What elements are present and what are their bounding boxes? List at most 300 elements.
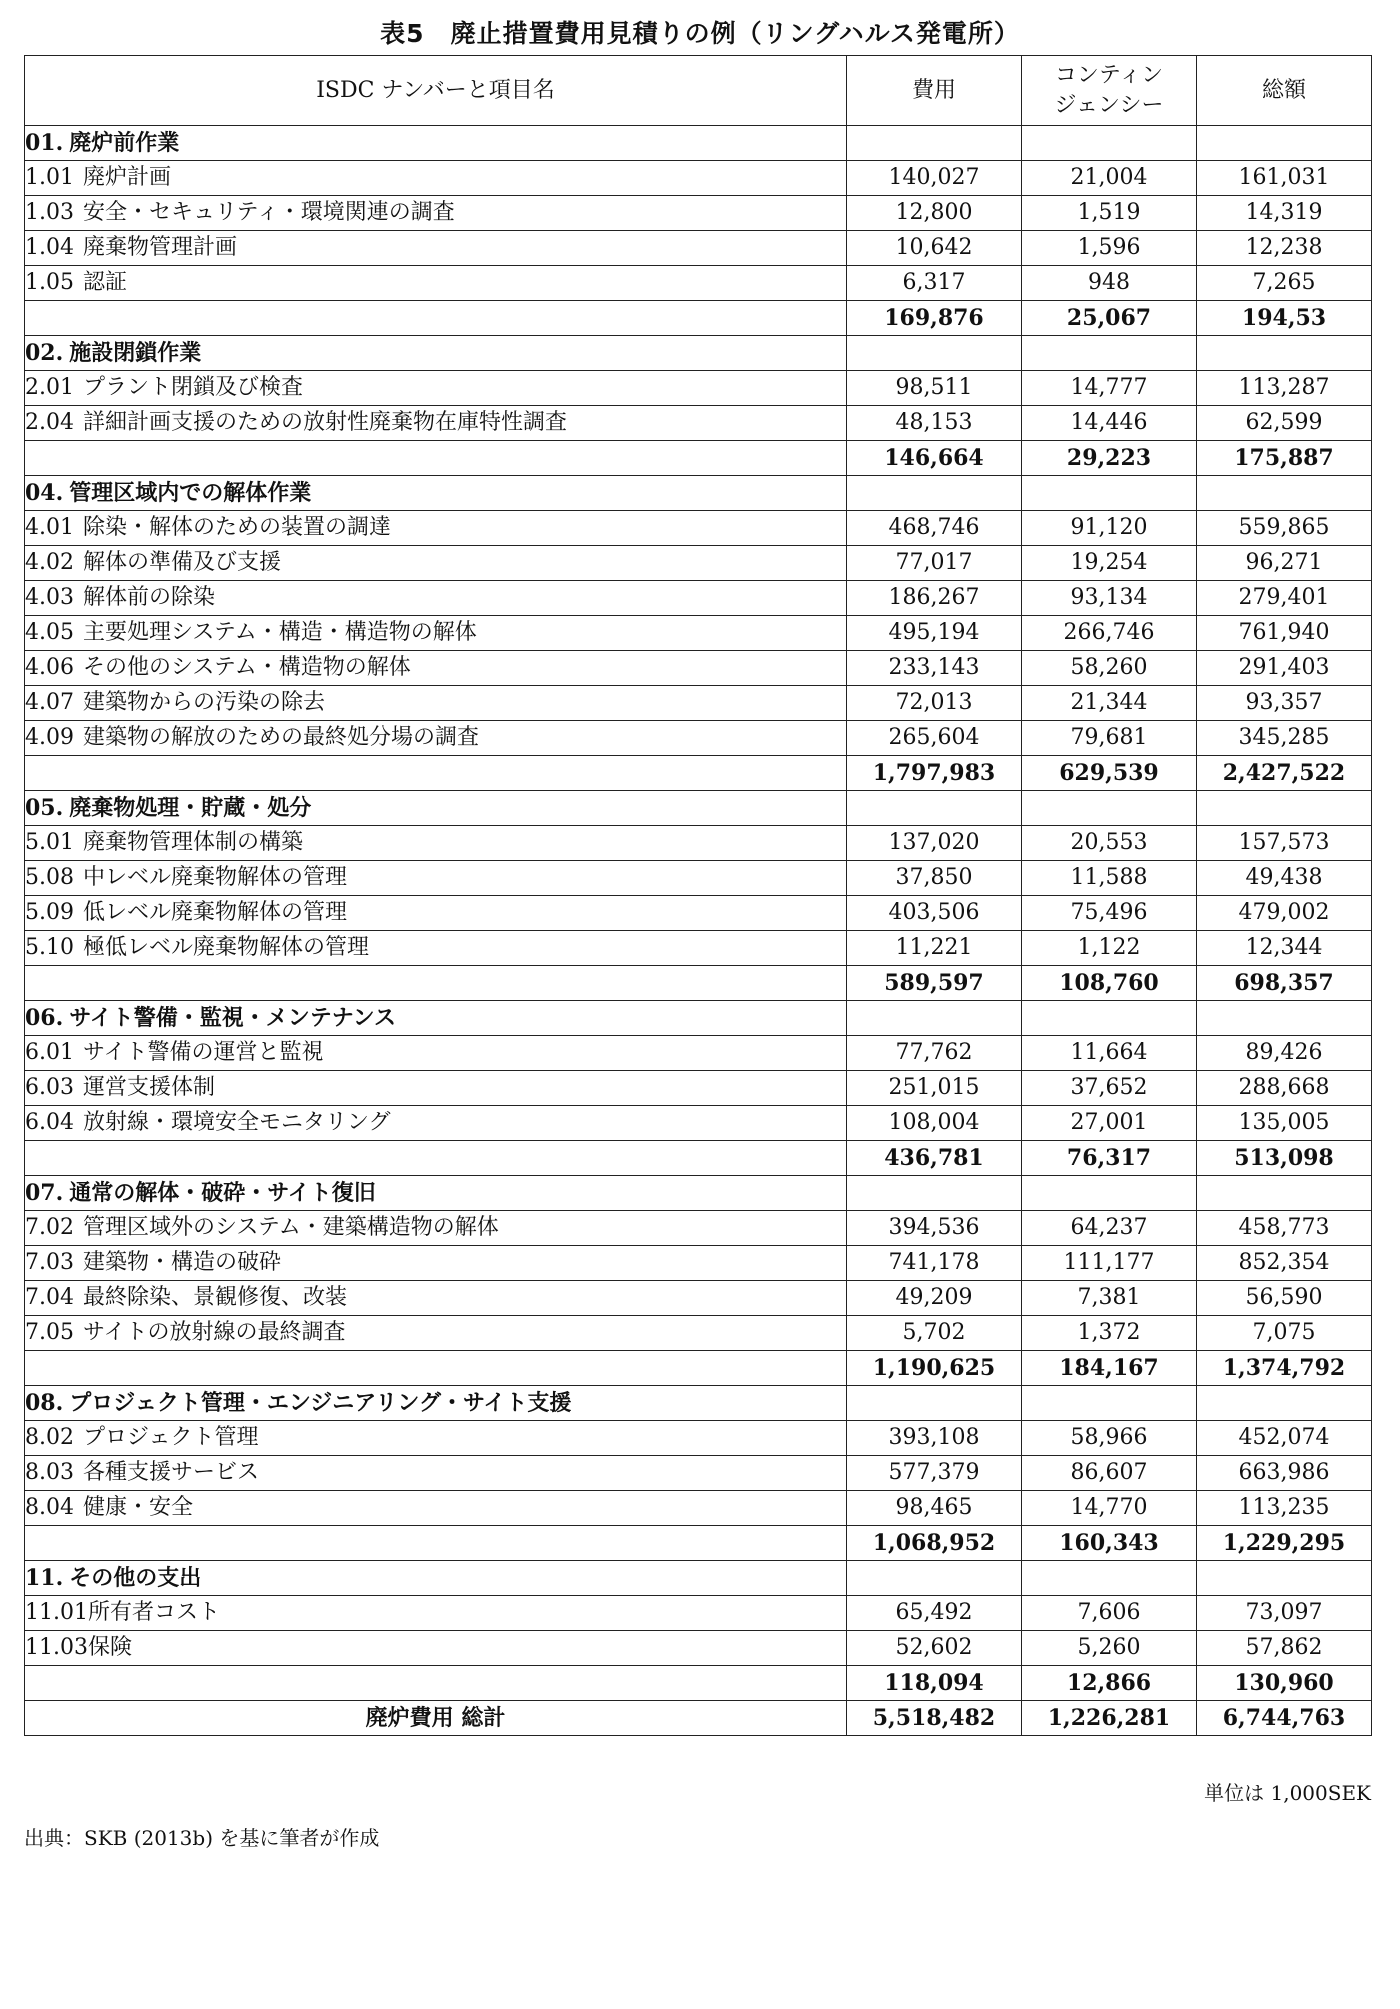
cost-cell: 98,465 [847,1491,1022,1526]
contingency-cell: 86,607 [1022,1456,1197,1491]
table-row [25,1246,1372,1281]
item-code: 6.03 [25,1075,74,1100]
table-row [25,1631,1372,1666]
item-cell [25,931,847,966]
cost-cell: 12,800 [847,196,1022,231]
item-code: 2.01 [25,375,74,400]
cost-cell: 394,536 [847,1211,1022,1246]
item-code: 1.01 [25,165,74,190]
table-row [25,546,1372,581]
item-cell [25,1246,847,1281]
table-row [25,511,1372,546]
empty-cell [1197,476,1372,511]
empty-cell [1197,1561,1372,1596]
total-cell: 559,865 [1197,511,1372,546]
cost-cell: 11,221 [847,931,1022,966]
table-row [25,861,1372,896]
subtotal-contingency: 12,866 [1022,1666,1197,1701]
subtotal-label-cell [25,1526,847,1561]
grand-total-total: 6,744,763 [1197,1701,1372,1736]
subtotal-total: 2,427,522 [1197,756,1372,791]
item-cell [25,896,847,931]
subtotal-contingency: 629,539 [1022,756,1197,791]
total-cell: 73,097 [1197,1596,1372,1631]
cost-cell: 98,511 [847,371,1022,406]
table-row [25,651,1372,686]
cost-cell: 77,017 [847,546,1022,581]
contingency-cell: 5,260 [1022,1631,1197,1666]
item-name: プロジェクト管理 [83,1425,259,1450]
cost-cell: 137,020 [847,826,1022,861]
section-header-row [25,1386,1372,1421]
contingency-cell: 266,746 [1022,616,1197,651]
table-row [25,371,1372,406]
section-name: 廃棄物処理・貯蔵・処分 [69,795,312,821]
section-header-row [25,1561,1372,1596]
contingency-cell: 7,381 [1022,1281,1197,1316]
item-code: 4.05 [25,620,74,645]
table-row [25,231,1372,266]
item-cell [25,266,847,301]
item-name: 廃棄物管理計画 [83,235,238,260]
subtotal-total: 698,357 [1197,966,1372,1001]
item-code: 6.01 [25,1040,74,1065]
subtotal-cost: 118,094 [847,1666,1022,1701]
item-cell [25,1456,847,1491]
item-name: 除染・解体のための装置の調達 [83,515,392,540]
contingency-cell: 79,681 [1022,721,1197,756]
table-row [25,826,1372,861]
item-cell [25,1491,847,1526]
item-code: 7.04 [25,1285,74,1310]
section-name: 通常の解体・破砕・サイト復旧 [69,1180,376,1206]
section-title [25,1001,847,1036]
item-cell [25,161,847,196]
total-cell: 62,599 [1197,406,1372,441]
item-cell [25,1596,847,1631]
table-row [25,1281,1372,1316]
section-title [25,336,847,371]
contingency-cell: 11,664 [1022,1036,1197,1071]
empty-cell [1022,1386,1197,1421]
item-code: 4.03 [25,585,74,610]
contingency-cell: 1,372 [1022,1316,1197,1351]
subtotal-row [25,441,1372,476]
item-cell [25,861,847,896]
contingency-cell: 11,588 [1022,861,1197,896]
subtotal-cost: 1,190,625 [847,1351,1022,1386]
subtotal-cost: 1,797,983 [847,756,1022,791]
subtotal-row [25,1141,1372,1176]
cost-cell: 6,317 [847,266,1022,301]
item-code: 1.05 [25,270,74,295]
item-code: 11.01 [25,1600,88,1625]
item-name: 解体前の除染 [83,585,216,610]
subtotal-contingency: 76,317 [1022,1141,1197,1176]
item-name: 低レベル廃棄物解体の管理 [83,900,348,925]
subtotal-contingency: 108,760 [1022,966,1197,1001]
contingency-cell: 19,254 [1022,546,1197,581]
subtotal-total: 513,098 [1197,1141,1372,1176]
cost-cell: 186,267 [847,581,1022,616]
cost-cell: 468,746 [847,511,1022,546]
total-cell: 663,986 [1197,1456,1372,1491]
cost-cell: 251,015 [847,1071,1022,1106]
item-name: その他のシステム・構造物の解体 [83,655,411,680]
header-contingency [1022,56,1197,126]
contingency-cell: 14,777 [1022,371,1197,406]
item-cell [25,406,847,441]
item-code: 6.04 [25,1110,74,1135]
empty-cell [1197,791,1372,826]
cost-cell: 265,604 [847,721,1022,756]
contingency-cell: 1,519 [1022,196,1197,231]
cost-cell: 72,013 [847,686,1022,721]
total-cell: 49,438 [1197,861,1372,896]
section-code: 07. [25,1180,64,1206]
section-header-row [25,791,1372,826]
contingency-cell: 58,260 [1022,651,1197,686]
section-code: 04. [25,480,64,506]
subtotal-contingency: 29,223 [1022,441,1197,476]
table-row [25,1491,1372,1526]
item-name: 健康・安全 [83,1495,194,1520]
item-name: 管理区域外のシステム・建築構造物の解体 [83,1215,499,1240]
header-cost: 費用 [847,56,1022,126]
item-name: サイト警備の運営と監視 [83,1040,324,1065]
total-cell: 288,668 [1197,1071,1372,1106]
item-name: 建築物・構造の破砕 [83,1250,282,1275]
section-header-row [25,336,1372,371]
item-code: 1.03 [25,200,74,225]
section-header-row [25,1176,1372,1211]
subtotal-row [25,756,1372,791]
subtotal-label-cell [25,1141,847,1176]
contingency-cell: 58,966 [1022,1421,1197,1456]
total-cell: 14,319 [1197,196,1372,231]
subtotal-contingency: 184,167 [1022,1351,1197,1386]
item-cell [25,686,847,721]
table-title: 表5 廃止措置費用見積りの例（リングハルス発電所） [380,19,1020,48]
total-cell: 93,357 [1197,686,1372,721]
empty-cell [1197,126,1372,161]
section-title [25,1176,847,1211]
source-note: 出典：SKB (2013b) を基に筆者が作成 [24,1826,380,1850]
item-code: 1.04 [25,235,74,260]
total-cell: 135,005 [1197,1106,1372,1141]
section-name: その他の支出 [69,1565,202,1591]
empty-cell [1022,1176,1197,1211]
item-code: 4.09 [25,725,74,750]
section-code: 06. [25,1005,64,1031]
contingency-cell: 111,177 [1022,1246,1197,1281]
empty-cell [1197,1176,1372,1211]
empty-cell [1022,791,1197,826]
item-cell [25,616,847,651]
empty-cell [1022,126,1197,161]
subtotal-label-cell [25,756,847,791]
table-row [25,931,1372,966]
item-name: 放射線・環境安全モニタリング [83,1110,391,1135]
item-cell [25,1106,847,1141]
item-name: 運営支援体制 [83,1075,216,1100]
item-name: 主要処理システム・構造・構造物の解体 [83,620,477,645]
item-name: 建築物からの汚染の除去 [83,690,326,715]
contingency-cell: 21,004 [1022,161,1197,196]
cost-cell: 5,702 [847,1316,1022,1351]
table-row [25,161,1372,196]
contingency-cell: 21,344 [1022,686,1197,721]
section-name: プロジェクト管理・エンジニアリング・サイト支援 [69,1390,572,1416]
total-cell: 56,590 [1197,1281,1372,1316]
cost-cell: 10,642 [847,231,1022,266]
table-row [25,1106,1372,1141]
item-name: 中レベル廃棄物解体の管理 [83,865,348,890]
section-header-row [25,476,1372,511]
item-code: 8.03 [25,1460,74,1485]
table-row [25,1211,1372,1246]
total-cell: 89,426 [1197,1036,1372,1071]
header-contingency-line2: ジェンシー [1054,92,1164,118]
item-code: 4.01 [25,515,74,540]
empty-cell [847,126,1022,161]
item-name: 最終除染、景観修復、改装 [83,1285,348,1310]
contingency-cell: 75,496 [1022,896,1197,931]
item-cell [25,1421,847,1456]
table-row [25,686,1372,721]
cost-cell: 52,602 [847,1631,1022,1666]
table-row [25,406,1372,441]
subtotal-label-cell [25,1351,847,1386]
table-row [25,196,1372,231]
total-cell: 96,271 [1197,546,1372,581]
item-cell [25,651,847,686]
item-name: 安全・セキュリティ・環境関連の調査 [83,200,455,225]
item-name: サイトの放射線の最終調査 [83,1320,346,1345]
item-code: 8.02 [25,1425,74,1450]
total-cell: 12,344 [1197,931,1372,966]
empty-cell [847,791,1022,826]
section-title [25,1386,847,1421]
item-name: 解体の準備及び支援 [83,550,282,575]
total-cell: 113,287 [1197,371,1372,406]
item-code: 4.07 [25,690,74,715]
section-code: 02. [25,340,64,366]
item-code: 2.04 [25,410,74,435]
item-cell [25,1036,847,1071]
contingency-cell: 27,001 [1022,1106,1197,1141]
total-cell: 7,265 [1197,266,1372,301]
item-code: 5.09 [25,900,74,925]
unit-note: 単位は 1,000SEK [1204,1781,1371,1805]
item-name: 廃棄物管理体制の構築 [83,830,304,855]
subtotal-label-cell [25,301,847,336]
cost-cell: 37,850 [847,861,1022,896]
total-cell: 452,074 [1197,1421,1372,1456]
total-cell: 157,573 [1197,826,1372,861]
section-code: 05. [25,795,64,821]
cost-cell: 48,153 [847,406,1022,441]
section-header-row [25,1001,1372,1036]
subtotal-row [25,1666,1372,1701]
item-name: 建築物の解放のための最終処分場の調査 [83,725,480,750]
contingency-cell: 37,652 [1022,1071,1197,1106]
header-item: ISDC ナンバーと項目名 [25,56,847,126]
subtotal-total: 130,960 [1197,1666,1372,1701]
contingency-cell: 14,446 [1022,406,1197,441]
grand-total-cost: 5,518,482 [847,1701,1022,1736]
table-row [25,1421,1372,1456]
empty-cell [1197,336,1372,371]
cost-cell: 65,492 [847,1596,1022,1631]
subtotal-cost: 1,068,952 [847,1526,1022,1561]
item-name: 各種支援サービス [83,1460,260,1485]
table-row [25,1456,1372,1491]
cost-cell: 403,506 [847,896,1022,931]
total-cell: 161,031 [1197,161,1372,196]
grand-total-label: 廃炉費用 総計 [25,1701,847,1736]
total-cell: 113,235 [1197,1491,1372,1526]
item-cell [25,581,847,616]
item-name: 極低レベル廃棄物解体の管理 [83,935,370,960]
section-code: 01. [25,130,64,156]
empty-cell [1022,476,1197,511]
table-row [25,1036,1372,1071]
item-cell [25,231,847,266]
empty-cell [847,1386,1022,1421]
total-cell: 345,285 [1197,721,1372,756]
cost-cell: 140,027 [847,161,1022,196]
item-name: 詳細計画支援のための放射性廃棄物在庫特性調査 [83,410,568,435]
item-cell [25,1316,847,1351]
item-code: 4.06 [25,655,74,680]
subtotal-label-cell [25,966,847,1001]
table-row [25,1071,1372,1106]
cost-cell: 495,194 [847,616,1022,651]
subtotal-total: 1,374,792 [1197,1351,1372,1386]
table-row [25,1316,1372,1351]
cost-cell: 741,178 [847,1246,1022,1281]
total-cell: 852,354 [1197,1246,1372,1281]
subtotal-cost: 589,597 [847,966,1022,1001]
cost-cell: 49,209 [847,1281,1022,1316]
item-code: 8.04 [25,1495,74,1520]
empty-cell [1197,1386,1372,1421]
header-row [25,56,1372,126]
subtotal-contingency: 160,343 [1022,1526,1197,1561]
subtotal-cost: 146,664 [847,441,1022,476]
grand-total-contingency: 1,226,281 [1022,1701,1197,1736]
contingency-cell: 91,120 [1022,511,1197,546]
section-code: 11. [25,1565,64,1591]
total-cell: 761,940 [1197,616,1372,651]
section-title [25,476,847,511]
subtotal-row [25,301,1372,336]
subtotal-contingency: 25,067 [1022,301,1197,336]
empty-cell [1197,1001,1372,1036]
item-cell [25,721,847,756]
item-name: 保険 [87,1635,132,1660]
section-name: サイト警備・監視・メンテナンス [69,1005,396,1031]
item-cell [25,1071,847,1106]
table-row [25,266,1372,301]
empty-cell [1022,1561,1197,1596]
cost-estimate-table [24,55,1372,1736]
table-row [25,616,1372,651]
empty-cell [847,1176,1022,1211]
table-row [25,1596,1372,1631]
total-cell: 7,075 [1197,1316,1372,1351]
section-name: 管理区域内での解体作業 [69,480,312,506]
contingency-cell: 93,134 [1022,581,1197,616]
contingency-cell: 948 [1022,266,1197,301]
subtotal-label-cell [25,1666,847,1701]
table-row [25,896,1372,931]
cost-cell: 77,762 [847,1036,1022,1071]
contingency-cell: 7,606 [1022,1596,1197,1631]
item-cell [25,546,847,581]
section-name: 廃炉前作業 [69,130,180,156]
table-row [25,581,1372,616]
cost-cell: 233,143 [847,651,1022,686]
item-name: プラント閉鎖及び検査 [83,375,304,400]
cost-cell: 108,004 [847,1106,1022,1141]
empty-cell [847,336,1022,371]
section-title [25,791,847,826]
contingency-cell: 1,596 [1022,231,1197,266]
contingency-cell: 14,770 [1022,1491,1197,1526]
item-code: 7.03 [25,1250,74,1275]
item-name: 認証 [83,270,128,295]
section-title [25,126,847,161]
total-cell: 279,401 [1197,581,1372,616]
item-cell [25,826,847,861]
empty-cell [847,1001,1022,1036]
cost-cell: 577,379 [847,1456,1022,1491]
section-name: 施設閉鎖作業 [69,340,202,366]
item-code: 7.05 [25,1320,74,1345]
table-body [25,126,1372,1736]
subtotal-cost: 436,781 [847,1141,1022,1176]
empty-cell [1022,336,1197,371]
section-header-row [25,126,1372,161]
item-code: 11.03 [25,1635,88,1660]
section-code: 08. [25,1390,64,1416]
item-code: 5.10 [25,935,74,960]
subtotal-cost: 169,876 [847,301,1022,336]
table-row [25,721,1372,756]
header-total: 総額 [1197,56,1372,126]
grand-total-row [25,1701,1372,1736]
total-cell: 57,862 [1197,1631,1372,1666]
total-cell: 458,773 [1197,1211,1372,1246]
item-code: 5.08 [25,865,74,890]
item-code: 7.02 [25,1215,74,1240]
cost-cell: 393,108 [847,1421,1022,1456]
item-cell [25,1281,847,1316]
item-code: 4.02 [25,550,74,575]
contingency-cell: 64,237 [1022,1211,1197,1246]
contingency-cell: 1,122 [1022,931,1197,966]
item-cell [25,196,847,231]
section-title [25,1561,847,1596]
item-name: 廃炉計画 [83,165,172,190]
subtotal-total: 194,53 [1197,301,1372,336]
subtotal-total: 175,887 [1197,441,1372,476]
item-cell [25,511,847,546]
subtotal-row [25,966,1372,1001]
subtotal-row [25,1526,1372,1561]
